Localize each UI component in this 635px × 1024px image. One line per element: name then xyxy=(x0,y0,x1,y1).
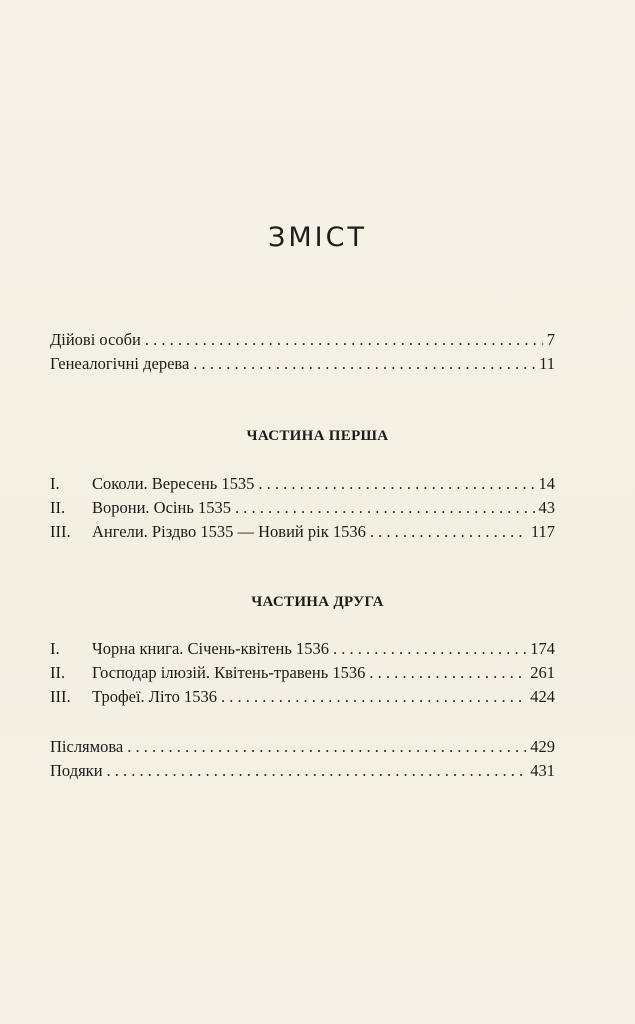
front-matter-list xyxy=(50,328,555,376)
toc-entry-page: 43 xyxy=(538,498,555,517)
toc-entry-page: 431 xyxy=(530,761,555,780)
toc-entry[interactable] xyxy=(50,496,555,520)
toc-entry-title: Ворони. Осінь 1535 xyxy=(92,498,231,517)
chapter-number: II. xyxy=(50,663,66,682)
chapter-number: III. xyxy=(50,687,71,706)
toc-entry-page: 174 xyxy=(530,639,555,658)
toc-entry[interactable] xyxy=(50,637,555,661)
toc-entry[interactable] xyxy=(50,735,555,759)
toc-entry-page: 424 xyxy=(530,687,555,706)
toc-entry-title: Дійові особи xyxy=(50,330,141,349)
dot-leader xyxy=(145,328,543,352)
toc-entry[interactable] xyxy=(50,352,555,376)
toc-entry-title: Трофеї. Літо 1536 xyxy=(92,687,217,706)
toc-entry-title: Господар ілюзій. Квітень-травень 1536 xyxy=(92,663,366,682)
toc-entry-page: 117 xyxy=(530,522,555,541)
toc-entry-title: Генеалогічні дерева xyxy=(50,354,190,373)
toc-entry[interactable] xyxy=(50,520,555,544)
dot-leader xyxy=(193,352,535,376)
dot-leader xyxy=(369,661,526,685)
toc-entry[interactable] xyxy=(50,685,555,709)
part-two-heading: ЧАСТИНА ДРУГА xyxy=(251,594,384,610)
chapter-number: I. xyxy=(50,474,60,493)
dot-leader xyxy=(107,759,527,783)
part-one-heading: ЧАСТИНА ПЕРША xyxy=(246,428,389,444)
toc-entry-title: Післямова xyxy=(50,737,124,756)
toc-entry-title: Соколи. Вересень 1535 xyxy=(92,474,255,493)
chapter-number: II. xyxy=(50,498,66,517)
dot-leader xyxy=(235,496,535,520)
chapter-number: III. xyxy=(50,522,71,541)
toc-entry-title: Чорна книга. Січень-квітень 1536 xyxy=(92,639,329,658)
toc-entry-page: 7 xyxy=(546,330,555,349)
dot-leader xyxy=(370,520,527,544)
page-title: ЗМІСТ xyxy=(268,222,367,253)
toc-entry-page: 429 xyxy=(530,737,555,756)
chapter-number: I. xyxy=(50,639,60,658)
toc-entry-title: Ангели. Різдво 1535 — Новий рік 1536 xyxy=(92,522,366,541)
dot-leader xyxy=(221,685,526,709)
dot-leader xyxy=(127,735,526,759)
toc-entry-page: 11 xyxy=(539,354,555,373)
toc-entry-page: 14 xyxy=(538,474,555,493)
toc-entry-page: 261 xyxy=(530,663,555,682)
part-two-list xyxy=(50,637,555,709)
toc-entry[interactable] xyxy=(50,328,555,352)
back-matter-list xyxy=(50,735,555,783)
part-one-list xyxy=(50,472,555,544)
dot-leader xyxy=(333,637,526,661)
toc-entry[interactable] xyxy=(50,759,555,783)
toc-entry[interactable] xyxy=(50,661,555,685)
toc-entry-title: Подяки xyxy=(50,761,103,780)
dot-leader xyxy=(258,472,534,496)
toc-entry[interactable] xyxy=(50,472,555,496)
